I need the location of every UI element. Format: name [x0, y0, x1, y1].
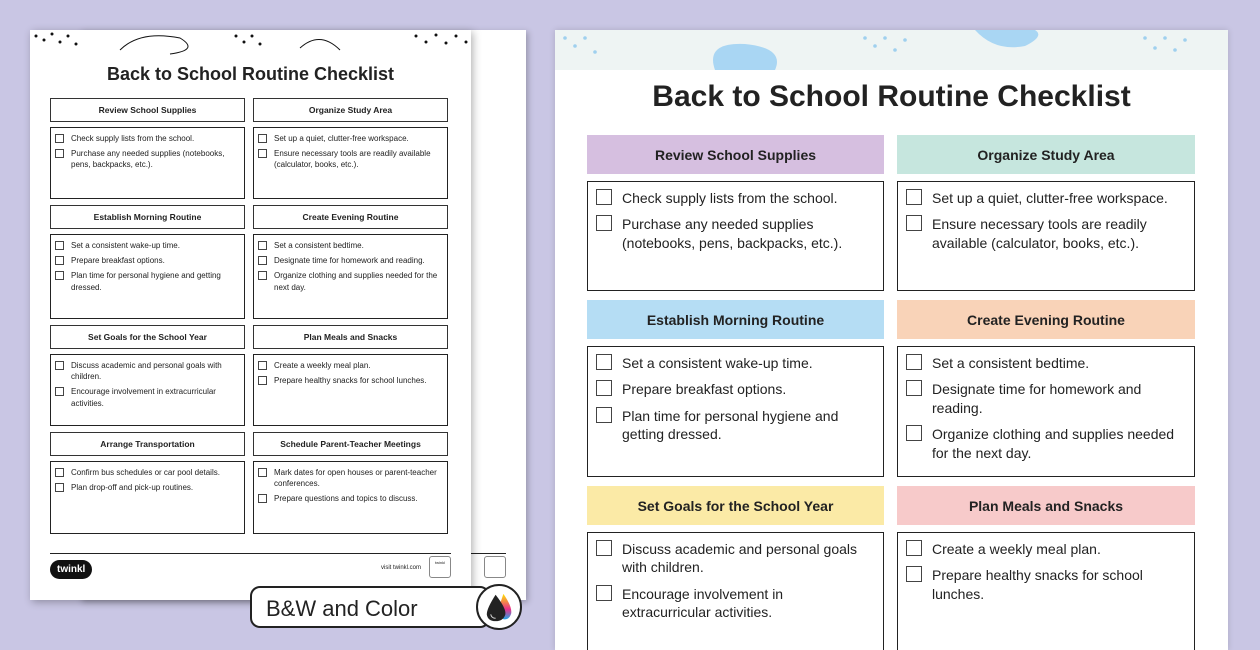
item-text: Plan time for personal hygiene and getting dressed. [622, 407, 839, 443]
section-heading: Arrange Transportation [50, 432, 245, 456]
header-decoration [555, 30, 1228, 70]
checklist-item [55, 482, 240, 493]
item-text: Plan time for personal hygiene and getting dressed. [71, 271, 221, 292]
checkbox[interactable] [258, 134, 267, 143]
checkbox[interactable] [55, 241, 64, 250]
worksheet-color-page [555, 30, 1228, 650]
checklist-section [897, 486, 1195, 650]
section-heading: Create Evening Routine [897, 300, 1195, 339]
item-text: Organize clothing and supplies needed for the next day. [274, 271, 438, 292]
section-heading: Plan Meals and Snacks [253, 325, 448, 349]
checklist-item [596, 585, 875, 622]
checkbox[interactable] [906, 425, 922, 441]
section-heading: Plan Meals and Snacks [897, 486, 1195, 525]
checklist-item [258, 360, 443, 371]
checkbox[interactable] [906, 215, 922, 231]
section-items [50, 127, 245, 199]
item-text: Check supply lists from the school. [71, 134, 195, 143]
section-heading: Review School Supplies [50, 98, 245, 122]
item-text: Prepare healthy snacks for school lunches. [274, 376, 427, 386]
section-items [897, 181, 1195, 291]
item-text: Prepare breakfast options. [71, 256, 165, 266]
checklist-item [258, 493, 443, 504]
section-heading: Set Goals for the School Year [50, 325, 245, 349]
checkbox[interactable] [596, 189, 612, 205]
checkbox[interactable] [906, 540, 922, 556]
item-text: Encourage involvement in extracurricular activities. [71, 387, 216, 408]
checkbox[interactable] [258, 376, 267, 385]
checklist-section [253, 325, 448, 432]
checklist-section [587, 486, 884, 650]
item-text: Prepare questions and topics to discuss. [274, 494, 418, 504]
item-text: Create a weekly meal plan. [274, 361, 371, 370]
checklist-section [587, 300, 884, 486]
checklist-item [906, 354, 1186, 372]
checklist-item [55, 270, 240, 292]
item-text: Mark dates for open houses or parent-teacher conferences. [274, 468, 437, 489]
section-items [587, 346, 884, 477]
checkbox[interactable] [258, 468, 267, 477]
twinkl-logo: twinkl [50, 560, 92, 579]
checklist-section [587, 135, 884, 300]
checklist-item [906, 189, 1186, 207]
checkbox[interactable] [906, 380, 922, 396]
checklist-item [906, 425, 1186, 462]
checklist-grid [587, 135, 1195, 650]
checklist-section [253, 98, 448, 205]
item-text: Set a consistent bedtime. [932, 355, 1090, 371]
item-text: Set up a quiet, clutter-free workspace. [274, 134, 409, 143]
checklist-grid [50, 98, 448, 540]
item-text: Set a consistent bedtime. [274, 241, 364, 250]
item-text: Discuss academic and personal goals with children. [71, 361, 222, 382]
badge-label: B&W and Color [266, 596, 418, 621]
checklist-item [55, 240, 240, 251]
page-title: Back to School Routine Checklist [652, 80, 1131, 113]
item-text: Plan drop-off and pick-up routines. [71, 483, 194, 493]
item-text: Confirm bus schedules or car pool details. [71, 468, 220, 477]
section-heading: Review School Supplies [587, 135, 884, 174]
quality-seal: twinkl [429, 556, 451, 578]
item-text: Purchase any needed supplies (notebooks, pens, backpacks, etc.). [622, 216, 843, 251]
checklist-section [253, 205, 448, 325]
checklist-item [906, 566, 1186, 603]
checkbox[interactable] [258, 494, 267, 503]
section-heading: Set Goals for the School Year [587, 486, 884, 525]
checklist-item [596, 354, 875, 372]
checklist-item [906, 215, 1186, 252]
checkbox[interactable] [906, 354, 922, 370]
checklist-item [258, 133, 443, 144]
checkbox[interactable] [55, 361, 64, 370]
checklist-item [258, 240, 443, 251]
checklist-item [596, 380, 875, 398]
item-text: Ensure necessary tools are readily available (calculator, books, etc.). [274, 149, 431, 170]
checkbox[interactable] [596, 407, 612, 423]
checkbox[interactable] [258, 271, 267, 280]
section-items [50, 234, 245, 319]
section-items [587, 181, 884, 291]
section-heading: Establish Morning Routine [587, 300, 884, 339]
checklist-item [596, 189, 875, 207]
section-items [50, 354, 245, 426]
section-items [897, 532, 1195, 650]
section-heading: Create Evening Routine [253, 205, 448, 229]
checklist-item [55, 133, 240, 144]
page-title: Back to School Routine Checklist [106, 64, 395, 84]
worksheet-bw-page [30, 30, 471, 600]
checklist-section [897, 300, 1195, 486]
section-items [253, 127, 448, 199]
checkbox[interactable] [596, 354, 612, 370]
item-text: Designate time for homework and reading. [274, 256, 425, 266]
item-text: Prepare breakfast options. [622, 381, 787, 398]
checklist-section [253, 432, 448, 540]
checkbox[interactable] [55, 149, 64, 158]
bw-and-color-badge [250, 586, 490, 628]
checklist-item [55, 255, 240, 266]
checklist-item [596, 407, 875, 444]
checklist-section [897, 135, 1195, 300]
item-text: Create a weekly meal plan. [932, 541, 1101, 557]
checklist-item [258, 270, 443, 292]
checkbox[interactable] [55, 134, 64, 143]
checkbox[interactable] [55, 483, 64, 492]
checklist-item [906, 380, 1186, 417]
checkbox[interactable] [258, 361, 267, 370]
visit-link[interactable]: visit twinkl.com [380, 565, 421, 571]
item-text: Discuss academic and personal goals with children. [622, 541, 858, 576]
checklist-item [906, 540, 1186, 558]
checkbox[interactable] [258, 256, 267, 265]
section-heading: Establish Morning Routine [50, 205, 245, 229]
item-text: Prepare healthy snacks for school lunches. [932, 567, 1143, 602]
section-items [587, 532, 884, 650]
checkbox[interactable] [55, 256, 64, 265]
checkbox[interactable] [596, 215, 612, 231]
checkbox[interactable] [258, 149, 267, 158]
checkbox[interactable] [258, 241, 267, 250]
checklist-section [50, 325, 245, 432]
footer-divider [50, 553, 451, 554]
item-text: Set a consistent wake-up time. [71, 241, 180, 250]
checklist-item [596, 540, 875, 577]
checklist-item [55, 148, 240, 170]
section-items [50, 461, 245, 534]
section-items [253, 234, 448, 319]
checklist-item [596, 215, 875, 252]
section-items [253, 461, 448, 534]
checkbox[interactable] [55, 271, 64, 280]
item-text: Ensure necessary tools are readily available (calculator, books, etc.). [932, 216, 1147, 251]
checklist-item [55, 360, 240, 382]
checkbox[interactable] [906, 566, 922, 582]
item-text: Designate time for homework and reading. [932, 381, 1142, 416]
item-text: Purchase any needed supplies (notebooks, pens, backpacks, etc.). [71, 149, 225, 170]
checkbox[interactable] [55, 387, 64, 396]
header-decoration [30, 30, 471, 58]
checkbox[interactable] [596, 585, 612, 601]
checklist-item [258, 255, 443, 266]
item-text: Organize clothing and supplies needed for the next day. [932, 426, 1175, 461]
checkbox[interactable] [596, 380, 612, 396]
item-text: Check supply lists from the school. [622, 190, 838, 206]
item-text: Encourage involvement in extracurricular activities. [622, 585, 784, 621]
section-heading: Organize Study Area [253, 98, 448, 122]
checklist-item [258, 375, 443, 386]
checklist-section [50, 98, 245, 205]
section-heading: Schedule Parent-Teacher Meetings [253, 432, 448, 456]
checkbox[interactable] [906, 189, 922, 205]
item-text: Set up a quiet, clutter-free workspace. [932, 190, 1168, 206]
checkbox[interactable] [55, 468, 64, 477]
quality-seal [484, 556, 506, 578]
item-text: Set a consistent wake-up time. [622, 355, 813, 371]
checklist-item [258, 148, 443, 170]
checklist-item [55, 386, 240, 408]
section-items [897, 346, 1195, 477]
checklist-item [55, 467, 240, 478]
checkbox[interactable] [596, 540, 612, 556]
checklist-item [258, 467, 443, 489]
checklist-section [50, 205, 245, 325]
section-heading: Organize Study Area [897, 135, 1195, 174]
checklist-section [50, 432, 245, 540]
section-items [253, 354, 448, 426]
ink-drops-icon [476, 584, 522, 630]
